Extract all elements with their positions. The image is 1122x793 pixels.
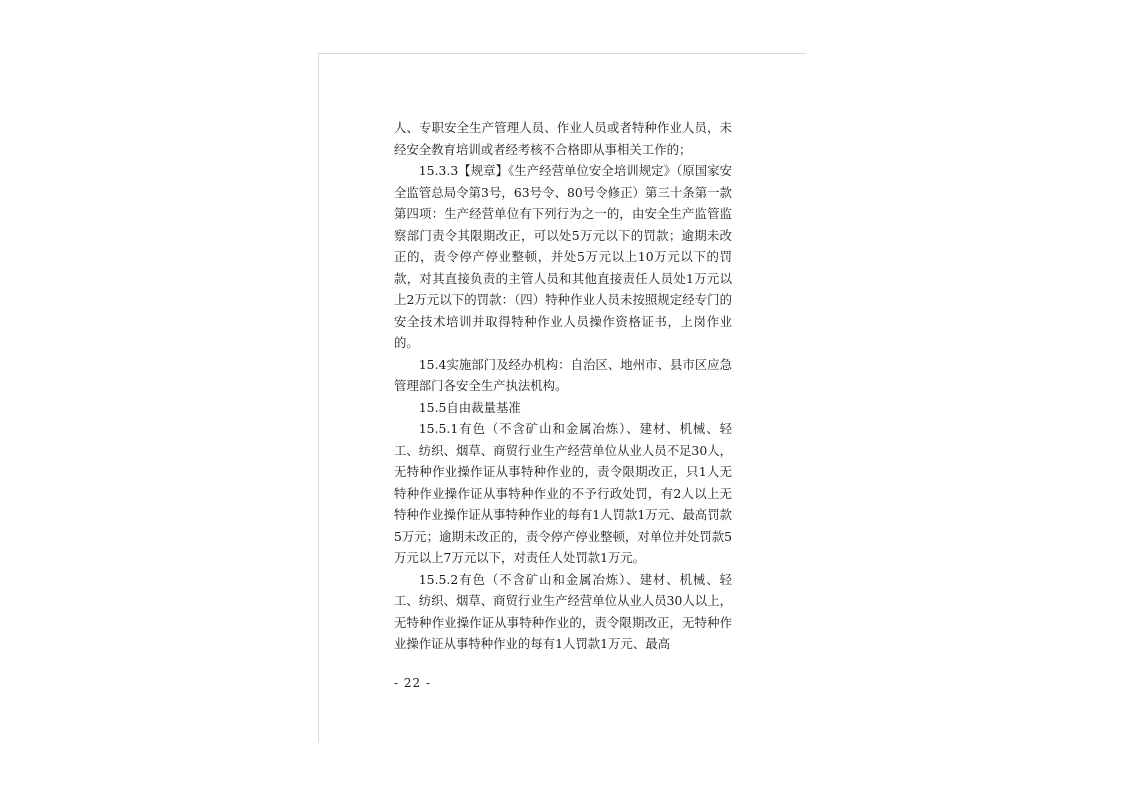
paragraph-continuation: 人、专职安全生产管理人员、作业人员或者特种作业人员，未经安全教育培训或者经考核不合格即从事相关工作的； [394, 120, 732, 157]
document-body [394, 117, 732, 655]
page-number: - 22 - [394, 676, 432, 690]
paragraph-regulation-15-3-3: 15.3.3【规章】《生产经营单位安全培训规定》（原国家安全监管总局令第3号，63号令、80号令修正）第三十条第一款第四项：生产经营单位有下列行为之一的，由安全生产监管监察部门责令其限期改正，可以处5万元以下的罚款；逾期未改正的，责令停产停业整顿，并处5万元以上10万元以下的罚款，对其直接负责的主管人员和其他直接责任人员处1万元以上2万元以下的罚款：（四）特种作业人员未按照规定经专门的安全技术培训并取得特种作业人员操作资格证书，上岗作业的。 [394, 163, 732, 350]
paragraph-criteria-15-5-2: 15.5.2有色（不含矿山和金属冶炼）、建材、机械、轻工、纺织、烟草、商贸行业生产经营单位从业人员30人以上，无特种作业操作证从事特种作业的，责令限期改正，无特种作业操作证从事特种作业的每有1人罚款1万元、最高 [394, 571, 732, 651]
paragraph-criteria-15-5-1: 15.5.1有色（不含矿山和金属冶炼）、建材、机械、轻工、纺织、烟草、商贸行业生产经营单位从业人员不足30人，无特种作业操作证从事特种作业的，责令限期改正，只1人无特种作业操作证从事特种作业的不予行政处罚，有2人以上无特种作业操作证从事特种作业的每有1人罚款1万元、最高罚款5万元；逾期未改正的，责令停产停业整顿，对单位并处罚款5万元以上7万元以下，对责任人处罚款1万元。 [394, 421, 732, 565]
paragraph-implementing-dept-15-4: 15.4实施部门及经办机构：自治区、地州市、县市区应急管理部门各安全生产执法机构。 [394, 356, 732, 393]
paragraph-heading-15-5: 15.5自由裁量基准 [418, 399, 521, 415]
document-page [318, 53, 806, 743]
